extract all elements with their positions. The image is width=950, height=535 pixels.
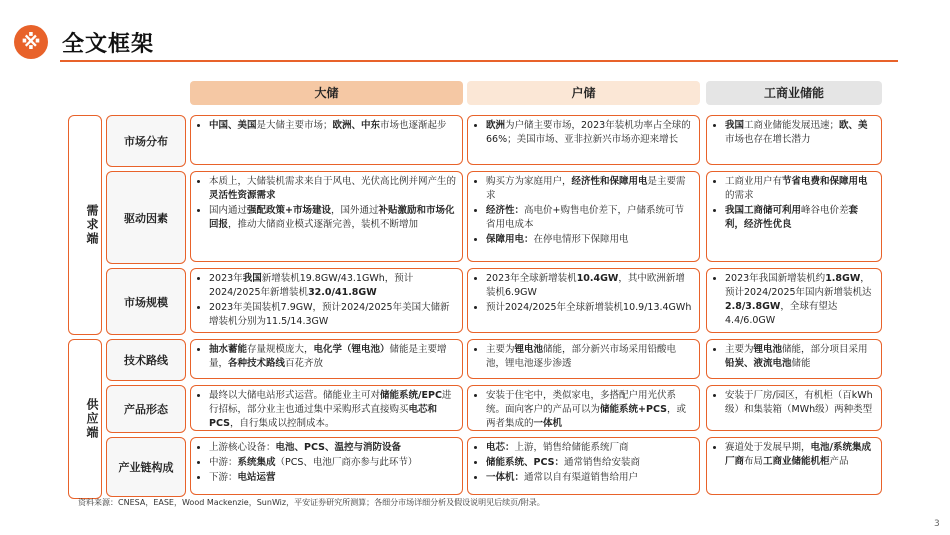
body-text: 高电价+购售电价差下，户储系统可节省用电成本: [486, 205, 684, 230]
cell-c3: [706, 115, 882, 165]
bullet-list: [713, 175, 875, 232]
cell-c1: [190, 171, 463, 262]
cell-c2: [467, 171, 700, 262]
bullet-list: [713, 389, 875, 417]
bullet-item: [725, 272, 875, 328]
body-text: 产品: [829, 456, 849, 467]
bullet-item: [725, 343, 875, 371]
emphasis-text: 工商业储能机柜: [763, 456, 830, 467]
cell-c3: [706, 171, 882, 262]
emphasis-text: 电站运营: [237, 472, 276, 483]
bullet-list: [474, 343, 693, 371]
emphasis-text: 电池/系统集成厂商: [725, 442, 871, 467]
row-label: 技术路线: [106, 339, 186, 381]
body-text: 主要为: [486, 344, 515, 355]
bullet-item: [209, 301, 456, 329]
bullet-list: [197, 343, 456, 371]
bullet-item: [209, 119, 456, 133]
bullet-item: [725, 204, 875, 232]
cell-c3: [706, 385, 882, 431]
emphasis-text: 补贴激励和市场化回报: [209, 205, 455, 230]
cell-c3: [706, 437, 882, 495]
body-text: 上游，销售给储能系统厂商: [514, 442, 629, 453]
emphasis-text: 2.8/3.8GW: [725, 301, 781, 312]
bullet-item: [486, 204, 693, 232]
bullet-item: [486, 119, 693, 147]
source-note: 资料来源：CNESA，EASE，Wood Mackenzie，SunWiz，平安证券研究所测算；各细分市场详细分析及假设说明见后续页/附录。: [78, 498, 545, 507]
bullet-item: [209, 456, 456, 470]
bullet-list: [713, 119, 875, 147]
bullet-list: [197, 441, 456, 485]
bullet-item: [486, 389, 693, 431]
bullet-list: [197, 389, 456, 431]
body-text: ，其中欧洲新增装机6.9GW: [486, 273, 685, 298]
body-text: 最终以大储电站形式运营。储能业主可对: [209, 390, 381, 401]
page-number: 3: [934, 519, 940, 529]
emphasis-text: 我国工商储可利用: [725, 205, 802, 216]
body-text: 布局: [744, 456, 764, 467]
section-demand-label: 需求端: [85, 204, 99, 246]
body-text: 市场也逐渐起步: [380, 120, 447, 131]
emphasis-text: 套利，经济性优良: [725, 205, 859, 230]
emphasis-text: 锂电池: [514, 344, 544, 355]
bullet-item: [486, 471, 693, 485]
bullet-list: [197, 272, 456, 329]
cell-c1: [190, 385, 463, 431]
section-supply: [68, 339, 102, 499]
bullet-item: [209, 471, 456, 485]
emphasis-text: 电化学（锂电池）: [313, 344, 390, 355]
cell-c2: [467, 385, 700, 431]
body-text: 赛道处于发展早期，: [725, 442, 811, 453]
body-text: 安装于厂房/园区，有机柜（百kWh级）和集装箱（MWh级）两种类型: [725, 390, 873, 415]
emphasis-text: 电池、PCS、温控与消防设备: [275, 442, 401, 453]
row-label: 产品形态: [106, 385, 186, 433]
emphasis-text: 各种技术路线: [228, 358, 286, 369]
emphasis-text: 灵活性资源需求: [209, 190, 276, 201]
body-text: ，自行集成以控制成本。: [229, 418, 335, 429]
section-icon: ※: [14, 25, 48, 59]
body-text: 2023年美国装机7.9GW，预计2024/2025年美国大储新增装机分别为11.5/14.3GW: [209, 302, 450, 327]
emphasis-text: 我国: [242, 273, 262, 284]
bullet-list: [713, 441, 875, 469]
cell-c2: [467, 268, 700, 333]
bullet-item: [486, 272, 693, 300]
emphasis-text: 一体机：: [486, 472, 525, 483]
body-text: 2023年全球新增装机: [486, 273, 577, 284]
emphasis-text: 强配政策+市场建设: [247, 205, 331, 216]
body-text: 通常以自有渠道销售给用户: [524, 472, 639, 483]
body-text: 中游：: [209, 457, 238, 468]
emphasis-text: 铅炭、液流电池: [725, 358, 792, 369]
column-header-ci-storage: 工商业储能: [706, 81, 882, 105]
bullet-list: [474, 441, 693, 485]
emphasis-text: 系统集成: [237, 457, 276, 468]
emphasis-text: 锂电池: [753, 344, 783, 355]
cell-c3: [706, 268, 882, 333]
bullet-item: [209, 204, 456, 232]
body-text: 工商业储能发展迅速；: [744, 120, 840, 131]
body-text: ，或两者集成的: [486, 404, 686, 429]
body-text: 国内通过: [209, 205, 248, 216]
cell-c1: [190, 339, 463, 379]
cell-c1: [190, 437, 463, 495]
page-title: 全文框架: [62, 32, 155, 57]
section-supply-label: 供应端: [85, 398, 99, 440]
bullet-item: [486, 343, 693, 371]
body-text: 新增装机19.8GW/43.1GWh，预计2024/2025年新增装机: [209, 273, 414, 298]
column-header-large-storage: 大储: [190, 81, 463, 105]
emphasis-text: 1.8GW: [825, 273, 861, 284]
emphasis-text: 中国、美国: [209, 120, 257, 131]
bullet-list: [713, 272, 875, 328]
emphasis-text: 欧洲、中东: [332, 120, 381, 131]
body-text: ，预计2024/2025年国内新增装机达: [725, 273, 872, 298]
emphasis-text: 一体机: [533, 418, 563, 429]
row-label: 市场分布: [106, 115, 186, 167]
cell-c1: [190, 268, 463, 333]
body-text: 2023年我国新增装机约: [725, 273, 826, 284]
bullet-item: [486, 301, 693, 315]
bullet-item: [209, 389, 456, 431]
body-text: 本质上，大储装机需求来自于风电、光伏高比例并网产生的: [209, 176, 457, 187]
bullet-item: [209, 272, 456, 300]
body-text: 的需求: [725, 190, 754, 201]
body-text: ，推动大储商业模式逐渐完善，装机不断增加: [228, 219, 419, 230]
bullet-item: [725, 441, 875, 469]
bullet-item: [209, 441, 456, 455]
emphasis-text: 储能系统、PCS：: [486, 457, 564, 468]
body-text: 百花齐放: [285, 358, 324, 369]
body-text: 安装于住宅中，类似家电，多搭配户用光伏系统。面向客户的产品可以为: [486, 390, 677, 415]
emphasis-text: 欧洲: [486, 120, 506, 131]
bullet-item: [725, 175, 875, 203]
body-text: 下游：: [209, 472, 238, 483]
body-text: 储能: [791, 358, 811, 369]
body-text: 2023年: [209, 273, 243, 284]
emphasis-text: 我国: [725, 120, 745, 131]
emphasis-text: 节省电费和保障用电: [782, 176, 868, 187]
section-demand: [68, 115, 102, 335]
bullet-list: [474, 272, 693, 315]
bullet-item: [209, 175, 456, 203]
cell-c3: [706, 339, 882, 379]
emphasis-text: 32.0/41.8GW: [308, 287, 377, 298]
body-text: 峰谷电价差: [801, 205, 849, 216]
bullet-item: [725, 389, 875, 417]
body-text: 是大储主要市场；: [256, 120, 333, 131]
body-text: ，全球有望达4.4/6.0GW: [725, 301, 838, 326]
body-text: 储能，部分项目采用: [782, 344, 868, 355]
bullet-list: [713, 343, 875, 371]
body-text: 上游核心设备：: [209, 442, 276, 453]
cell-c1: [190, 115, 463, 165]
row-label: 驱动因素: [106, 171, 186, 264]
emphasis-text: 10.4GW: [576, 273, 619, 284]
emphasis-text: 经济性：: [486, 205, 525, 216]
body-text: （PCS、电池厂商亦参与此环节）: [275, 457, 418, 468]
body-text: 市场也存在增长潜力: [725, 134, 811, 145]
bullet-item: [486, 456, 693, 470]
emphasis-text: 经济性和保障用电: [571, 176, 648, 187]
emphasis-text: 电芯：: [486, 442, 515, 453]
emphasis-text: 储能系统/EPC: [380, 390, 442, 401]
bullet-item: [209, 343, 456, 371]
body-text: 储能是主要增量，: [209, 344, 447, 369]
bullet-item: [486, 175, 693, 203]
body-text: ，国外通过: [330, 205, 379, 216]
bullet-item: [486, 441, 693, 455]
cell-c2: [467, 339, 700, 379]
emphasis-text: 欧、美: [839, 120, 868, 131]
body-text: 是主要需求: [486, 176, 686, 201]
row-label: 市场规模: [106, 268, 186, 335]
bullet-list: [474, 175, 693, 247]
column-header-household-storage: 户储: [467, 81, 700, 105]
body-text: 在停电情形下保障用电: [533, 234, 629, 245]
body-text: 进行招标，部分业主也通过集中采购形式直接购买: [209, 390, 452, 415]
body-text: 购买方为家庭用户，: [486, 176, 572, 187]
cell-c2: [467, 115, 700, 165]
cell-c2: [467, 437, 700, 495]
bullet-item: [486, 233, 693, 247]
emphasis-text: 保障用电：: [486, 234, 534, 245]
bullet-list: [474, 119, 693, 147]
bullet-list: [474, 389, 693, 431]
bullet-item: [725, 119, 875, 147]
bullet-list: [197, 175, 456, 232]
row-label: 产业链构成: [106, 437, 186, 497]
emphasis-text: 抽水蓄能: [209, 344, 248, 355]
emphasis-text: 储能系统+PCS: [600, 404, 667, 415]
bullet-list: [197, 119, 456, 133]
body-text: 工商业用户有: [725, 176, 783, 187]
title-divider: [60, 60, 898, 62]
body-text: 主要为: [725, 344, 754, 355]
body-text: 为户储主要市场，2023年装机功率占全球的66%；美国市场、亚非拉新兴市场亦迎来增长: [486, 120, 691, 145]
emphasis-text: 电芯和PCS: [209, 404, 438, 429]
body-text: 储能，部分新兴市场采用铅酸电池，锂电池逐步渗透: [486, 344, 677, 369]
body-text: 预计2024/2025年全球新增装机10.9/13.4GWh: [486, 302, 692, 313]
body-text: 存量规模庞大，: [247, 344, 314, 355]
body-text: 通常销售给安装商: [563, 457, 640, 468]
